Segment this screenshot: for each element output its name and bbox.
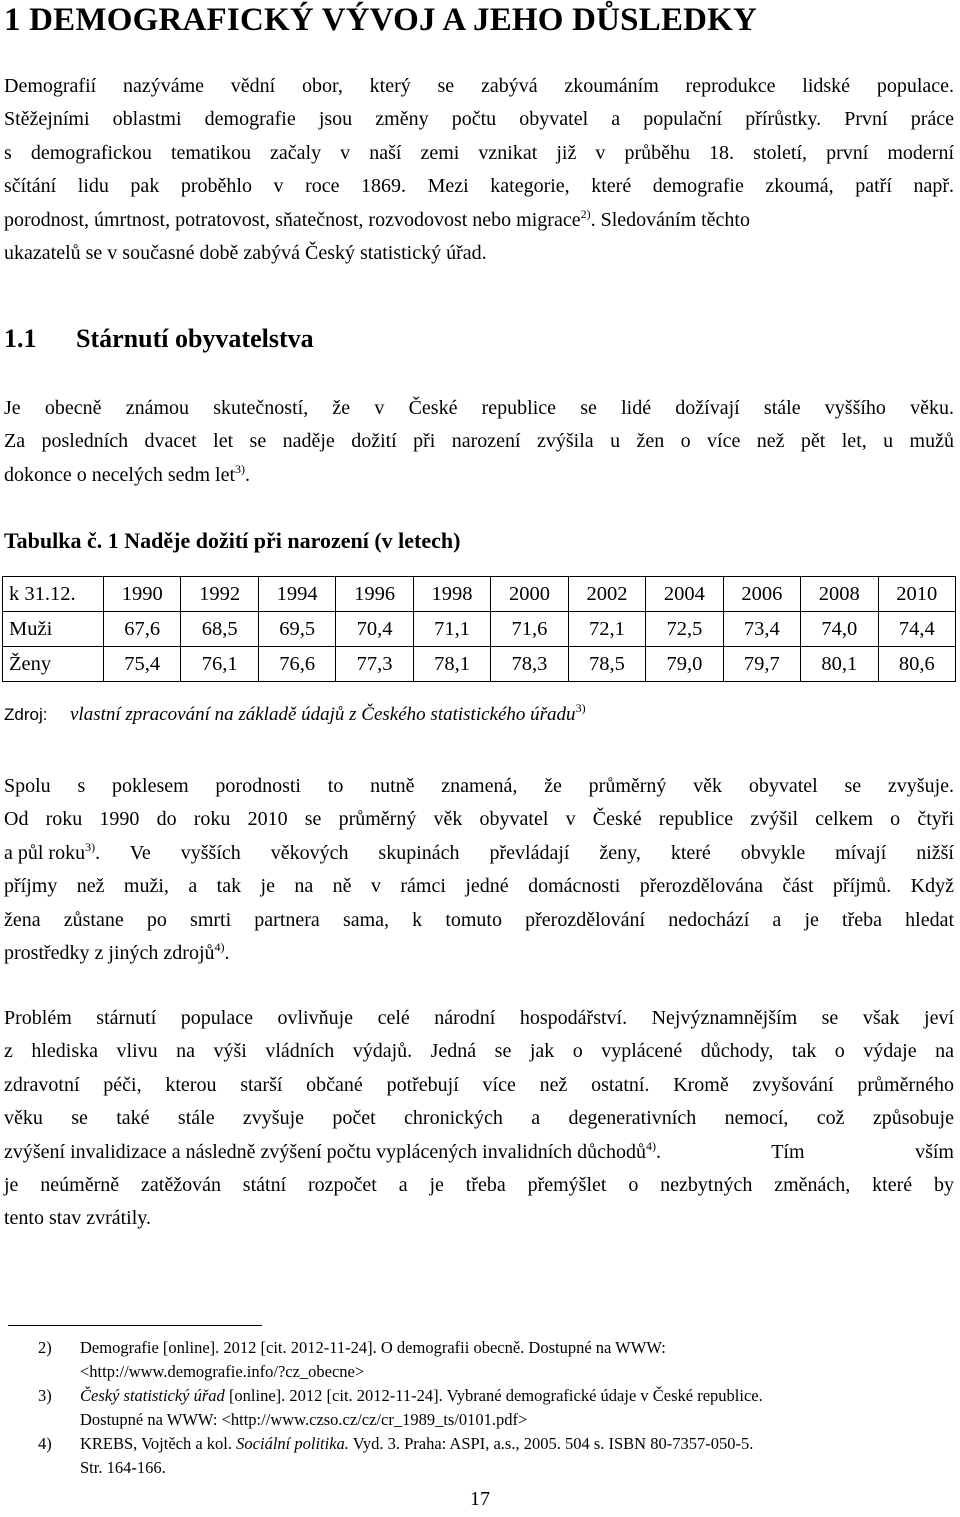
table-cell: 2008 [801,577,878,612]
text-line: Problém stárnutí populace ovlivňuje celé národní hospodářství. Nejvýznamnějším se však jeví [4,1007,954,1029]
table-cell: 1990 [104,577,181,612]
footnote-number: 3) [38,1386,52,1405]
footnote-3 [38,1384,958,1432]
table-cell: k 31.12. [3,577,104,612]
table-cell: Ženy [3,647,104,682]
text-fragment: prostředky z jiných zdrojů [4,941,215,964]
text-line: zdravotní péči, kterou starší občané potřebují více než ostatní. Kromě zvyšování průměrného [4,1073,954,1096]
section-paragraph [4,392,954,492]
text-line [4,204,954,237]
table-cell: 1992 [181,577,258,612]
text-line: z hlediska vlivu na výši vládních výdajů. Jedná se jak o vyplácené důchody, tak o výdaje na [4,1040,954,1063]
text-line: příjmy než muži, a tak je na ně v rámci jedné domácnosti přerozdělována část příjmů. Když [4,875,954,898]
text-line: Stěžejními oblastmi demografie jsou změny počtu obyvatel a populační přírůstky. První práce [4,108,954,131]
footnote-text: Demografie [online]. 2012 [cit. 2012-11-24]. O demografii obecně. Dostupné na WWW: [80,1338,666,1357]
table-cell: 2004 [646,577,723,612]
table-cell: 73,4 [723,612,800,647]
table-cell: 71,6 [491,612,568,647]
life-expectancy-table [2,576,956,682]
table-cell: 68,5 [181,612,258,647]
table-cell: 69,5 [258,612,335,647]
table-cell: 72,5 [646,612,723,647]
text-fragment: [online]. 2012 [cit. 2012-11-24]. Vybrané demografické údaje v České republice. [224,1386,763,1405]
table-cell: 79,0 [646,647,723,682]
text-line: sčítání lidu pak proběhlo v roce 1869. Mezi kategorie, které demografie zkoumá, patří např. [4,175,954,198]
footnote-number: 2) [38,1338,52,1357]
paragraph-aging [4,770,954,970]
table-source [4,701,586,726]
text-line: věku se také stále zvyšuje počet chronických a degenerativních nemocí, což způsobuje [4,1107,954,1130]
table-cell: 2006 [723,577,800,612]
footnote-divider [8,1325,262,1326]
text-line: s demografickou tematikou začaly v naší zemi vznikat již v průběhu 18. století, první moderní [4,141,954,164]
table-cell: 75,4 [104,647,181,682]
intro-paragraph [4,70,954,270]
table-cell: 1998 [413,577,490,612]
footnote-text [80,1384,958,1408]
footnote-ref: 4) [214,939,225,954]
footnote-link[interactable]: Dostupné na WWW: <http://www.czso.cz/cz/cr_1989_ts/0101.pdf> [80,1410,528,1429]
text-fragment: a půl roku [4,841,86,864]
source-text: vlastní zpracování na základě údajů z Českého statistického úřadu [70,704,576,725]
text-fragment: . [224,941,230,964]
text-fragment: . Tím vším [656,1140,954,1163]
footnote-2 [38,1336,958,1384]
chapter-heading: 1 DEMOGRAFICKÝ VÝVOJ A JEHO DŮSLEDKY [4,2,758,38]
text-fragment: . Sledováním těchto [590,208,750,231]
text-line: Spolu s poklesem porodnosti to nutně znamená, že průměrný věk obyvatel se zvyšuje. [4,775,954,797]
source-label: Zdroj: [4,705,48,724]
text-line [4,837,954,870]
text-line [4,459,954,492]
table-cell: 76,1 [181,647,258,682]
footnote-italic: Sociální politika. [236,1434,349,1453]
footnote-4 [38,1432,958,1480]
page-number: 17 [470,1488,490,1510]
table-cell: 2000 [491,577,568,612]
text-line: Za posledních dvacet let se naděje dožití při narození zvýšila u žen o více než pět let, u mužů [4,430,954,453]
footnote-ref: 3) [575,701,586,715]
footnote-text [80,1432,958,1456]
table-cell: 72,1 [568,612,645,647]
text-line: tento stav zvrátily. [4,1207,151,1230]
text-line [4,937,954,970]
table-cell: 74,0 [801,612,878,647]
table-cell: 77,3 [336,647,413,682]
table-cell: 1994 [258,577,335,612]
section-number: 1.1 [4,324,37,353]
text-fragment: dokonce o necelých sedm let [4,463,236,486]
table-cell: 76,6 [258,647,335,682]
text-fragment: Vyd. 3. Praha: ASPI, a.s., 2005. 504 s. ISBN 80-7357-050-5. [348,1434,754,1453]
section-title: Stárnutí obyvatelstva [76,324,314,353]
table-caption: Tabulka č. 1 Naděje dožití při narození (v letech) [4,528,461,553]
footnote-ref: 3) [235,461,246,476]
footnote-text: Str. 164-166. [80,1458,166,1477]
table-cell: 78,3 [491,647,568,682]
text-line: Od roku 1990 do roku 2010 se průměrný věk obyvatel v České republice zvýšil celkem o čtyři [4,808,954,831]
table-cell: 2002 [568,577,645,612]
table-cell: 67,6 [104,612,181,647]
footnote-ref: 4) [646,1138,657,1153]
text-fragment: KREBS, Vojtěch a kol. [80,1434,237,1453]
paragraph-economy [4,1002,954,1236]
text-line: žena zůstane po smrti partnera sama, k tomuto přerozdělování nedochází a je třeba hledat [4,908,954,931]
text-line: ukazatelů se v současné době zabývá Český statistický úřad. [4,241,487,264]
footnotes [38,1336,958,1480]
text-line: Je obecně známou skutečností, že v České republice se lidé dožívají stále vyššího věku. [4,397,954,419]
table-cell: 70,4 [336,612,413,647]
footnote-ref: 3) [85,839,96,854]
text-fragment: zvýšení invalidizace a následně zvýšení počtu vyplácených invalidních důchodů [4,1140,647,1163]
text-line [4,1136,954,1169]
text-fragment: . [245,463,251,486]
table-row [3,612,956,647]
text-line: je neúměrně zatěžován státní rozpočet a je třeba přemýšlet o nezbytných změnách, které by [4,1173,954,1196]
table-cell: 78,5 [568,647,645,682]
table-cell: 80,6 [878,647,955,682]
table-cell: Muži [3,612,104,647]
table-cell: 74,4 [878,612,955,647]
text-fragment: . Ve vyšších věkových skupinách převládají ženy, které obvykle mívají nižší [95,841,954,864]
section-heading [4,324,314,354]
table-cell: 79,7 [723,647,800,682]
text-line: Demografií nazýváme vědní obor, který se zabývá zkoumáním reprodukce lidské populace. [4,75,954,97]
table-cell: 80,1 [801,647,878,682]
table-cell: 78,1 [413,647,490,682]
table-row [3,647,956,682]
table-cell: 1996 [336,577,413,612]
footnote-italic: Český statistický úřad [80,1386,225,1405]
footnote-number: 4) [38,1434,52,1453]
footnote-ref: 2) [580,206,591,221]
table-cell: 2010 [878,577,955,612]
table-header-row [3,577,956,612]
table-cell: 71,1 [413,612,490,647]
text-fragment: porodnost, úmrtnost, potratovost, sňatečnost, rozvodovost nebo migrace [4,208,581,231]
footnote-link[interactable]: <http://www.demografie.info/?cz_obecne> [80,1362,365,1381]
